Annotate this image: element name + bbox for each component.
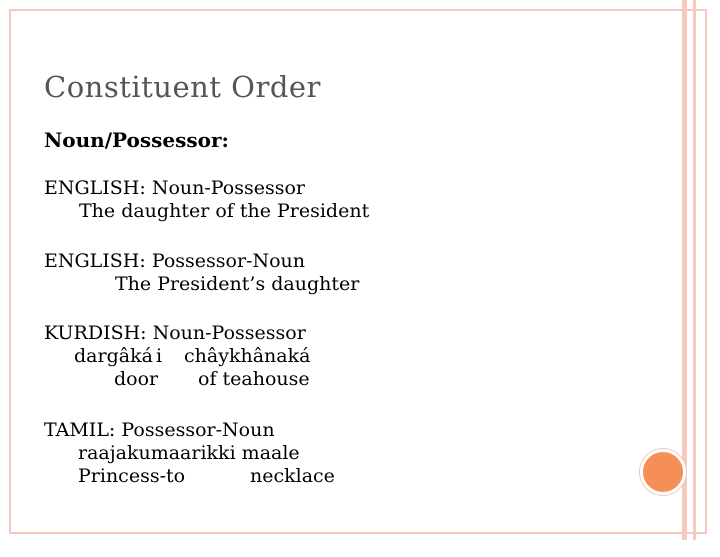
- word: châykhânaká: [184, 345, 311, 367]
- word: i: [156, 345, 163, 367]
- example-heading: TAMIL: Possessor-Noun: [44, 419, 275, 441]
- word: dargâká: [74, 345, 153, 367]
- section-heading: Noun/Possessor:: [44, 128, 229, 152]
- example-english-possessor-noun: [44, 250, 359, 296]
- right-rule-thin: [693, 0, 696, 540]
- example-phrase: [44, 345, 311, 368]
- example-kurdish: [44, 322, 311, 391]
- accent-circle-icon: [640, 449, 686, 495]
- example-phrase: The President’s daughter: [115, 273, 360, 295]
- gloss-word: necklace: [250, 465, 335, 487]
- example-heading: KURDISH: Noun-Possessor: [44, 322, 306, 344]
- example-heading: ENGLISH: Possessor-Noun: [44, 250, 305, 272]
- example-tamil: [44, 419, 335, 488]
- gloss-word: door: [114, 368, 159, 390]
- example-heading: ENGLISH: Noun-Possessor: [44, 177, 305, 199]
- gloss-word: of teahouse: [198, 368, 310, 390]
- gloss-word: Princess-to: [78, 465, 186, 487]
- example-gloss: [44, 368, 310, 391]
- example-gloss: [44, 465, 335, 488]
- slide-title: Constituent Order: [44, 70, 321, 104]
- example-phrase: raajakumaarikki maale: [78, 442, 300, 464]
- example-phrase: The daughter of the President: [79, 200, 370, 222]
- right-rule-thick: [682, 0, 687, 540]
- example-english-noun-possessor: [44, 177, 369, 223]
